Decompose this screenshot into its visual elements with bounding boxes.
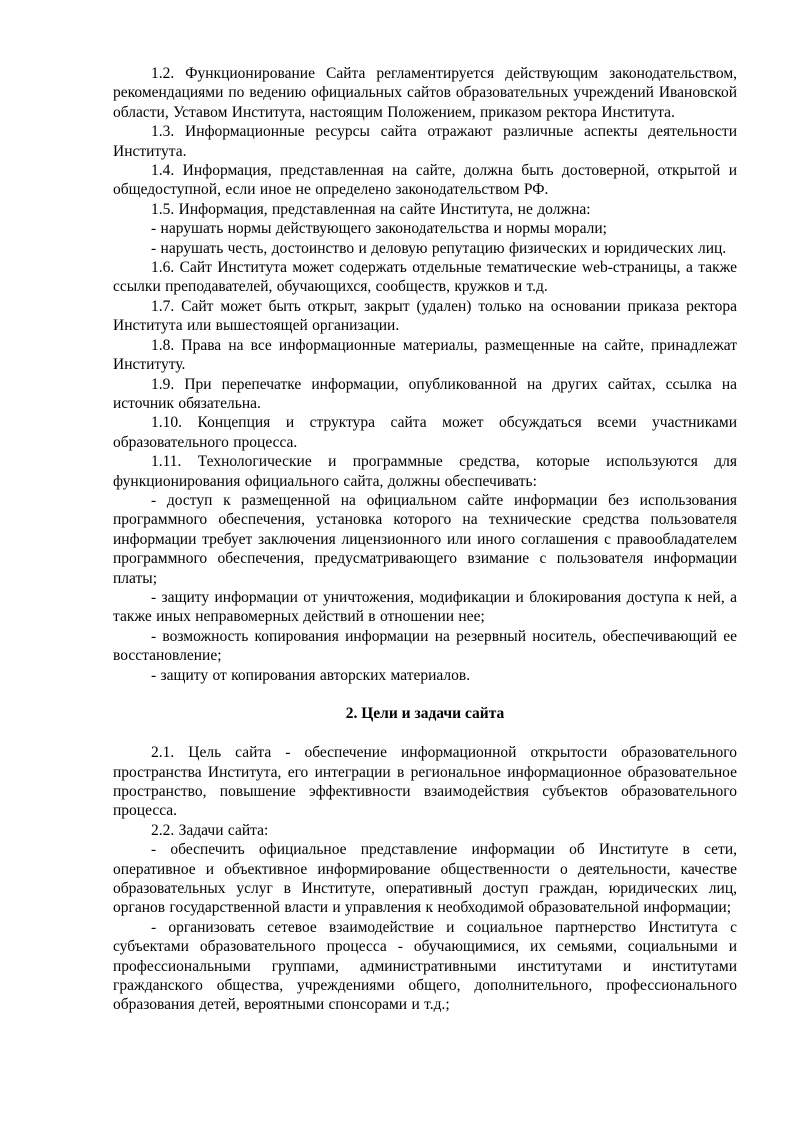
- paragraph: 1.5. Информация, представленная на сайте Института, не должна:: [151, 200, 591, 218]
- paragraph: 1.9. При перепечатке информации, опубликованной на других сайтах, ссылка на источник обязательна.: [113, 375, 737, 412]
- paragraph: - организовать сетевое взаимодействие и социальное партнерство Института с субъектами образовательного процесса - обучающимися, их семьями, социальными и профессиональными группами, административными институтами и институтами гражданского общества, учреждениями общего, дополнительного, профессионального образования детей, вероятными спонсорами и т.д.;: [113, 918, 737, 1014]
- paragraph: 1.7. Сайт может быть открыт, закрыт (удален) только на основании приказа ректора Института или вышестоящей организации.: [113, 297, 737, 335]
- paragraph: - обеспечить официальное представление информации об Институте в сети, оперативное и объективное информирование общественности о деятельности, качестве образовательных услуг в Институте, оперативный доступ граждан, юридических лиц, органов государственной власти и управления к необходимой образовательной информации;: [113, 841, 737, 917]
- paragraph: 1.3. Информационные ресурсы сайта отражают различные аспекты деятельности Института.: [113, 123, 737, 160]
- paragraph: - доступ к размещенной на официальном сайте информации без использования программного обеспечения, установка которого на технические средства пользователя информации требует заключения лицензионного или иного соглашения с правообладателем программного обеспечения, предусматривающего взимание с пользователя информации платы;: [113, 491, 737, 587]
- paragraph: - возможность копирования информации на резервный носитель, обеспечивающий ее восстановление;: [113, 627, 737, 665]
- paragraph: - нарушать честь, достоинство и деловую репутацию физических и юридических лиц.: [151, 239, 727, 257]
- section-heading: 2. Цели и задачи сайта: [345, 705, 505, 723]
- paragraph: - защиту от копирования авторских материалов.: [151, 666, 471, 684]
- paragraph: 1.11. Технологические и программные средства, которые используются для функционирования официального сайта, должны обеспечивать:: [113, 453, 737, 490]
- paragraph: - нарушать нормы действующего законодательства и нормы морали;: [151, 220, 607, 238]
- paragraph: 1.4. Информация, представленная на сайте, должна быть достоверной, открытой и общедоступной, если иное не определено законодательством РФ.: [113, 162, 737, 199]
- paragraph: 2.2. Задачи сайта:: [151, 821, 269, 839]
- document-body: [113, 64, 737, 1015]
- paragraph: 1.8. Права на все информационные материалы, размещенные на сайте, принадлежат Институту.: [113, 336, 737, 374]
- paragraph: 1.2. Функционирование Сайта регламентируется действующим законодательством, рекомендациями по ведению официальных сайтов образовательных учреждений Ивановской области, Уставом Института, настоящим Положением, приказом ректора Института.: [113, 65, 737, 121]
- paragraph: - защиту информации от уничтожения, модификации и блокирования доступа к ней, а также иных неправомерных действий в отношении нее;: [113, 588, 737, 626]
- paragraph: 2.1. Цель сайта - обеспечение информационной открытости образовательного пространства Института, его интеграции в региональное информационное образовательное пространство, повышение эффективности взаимодействия субъектов образовательного процесса.: [113, 744, 737, 820]
- paragraph: 1.6. Сайт Института может содержать отдельные тематические web-страницы, а также ссылки преподавателей, обучающихся, сообществ, кружков и т.д.: [113, 259, 737, 296]
- paragraph: 1.10. Концепция и структура сайта может обсуждаться всеми участниками образовательного процесса.: [113, 414, 737, 451]
